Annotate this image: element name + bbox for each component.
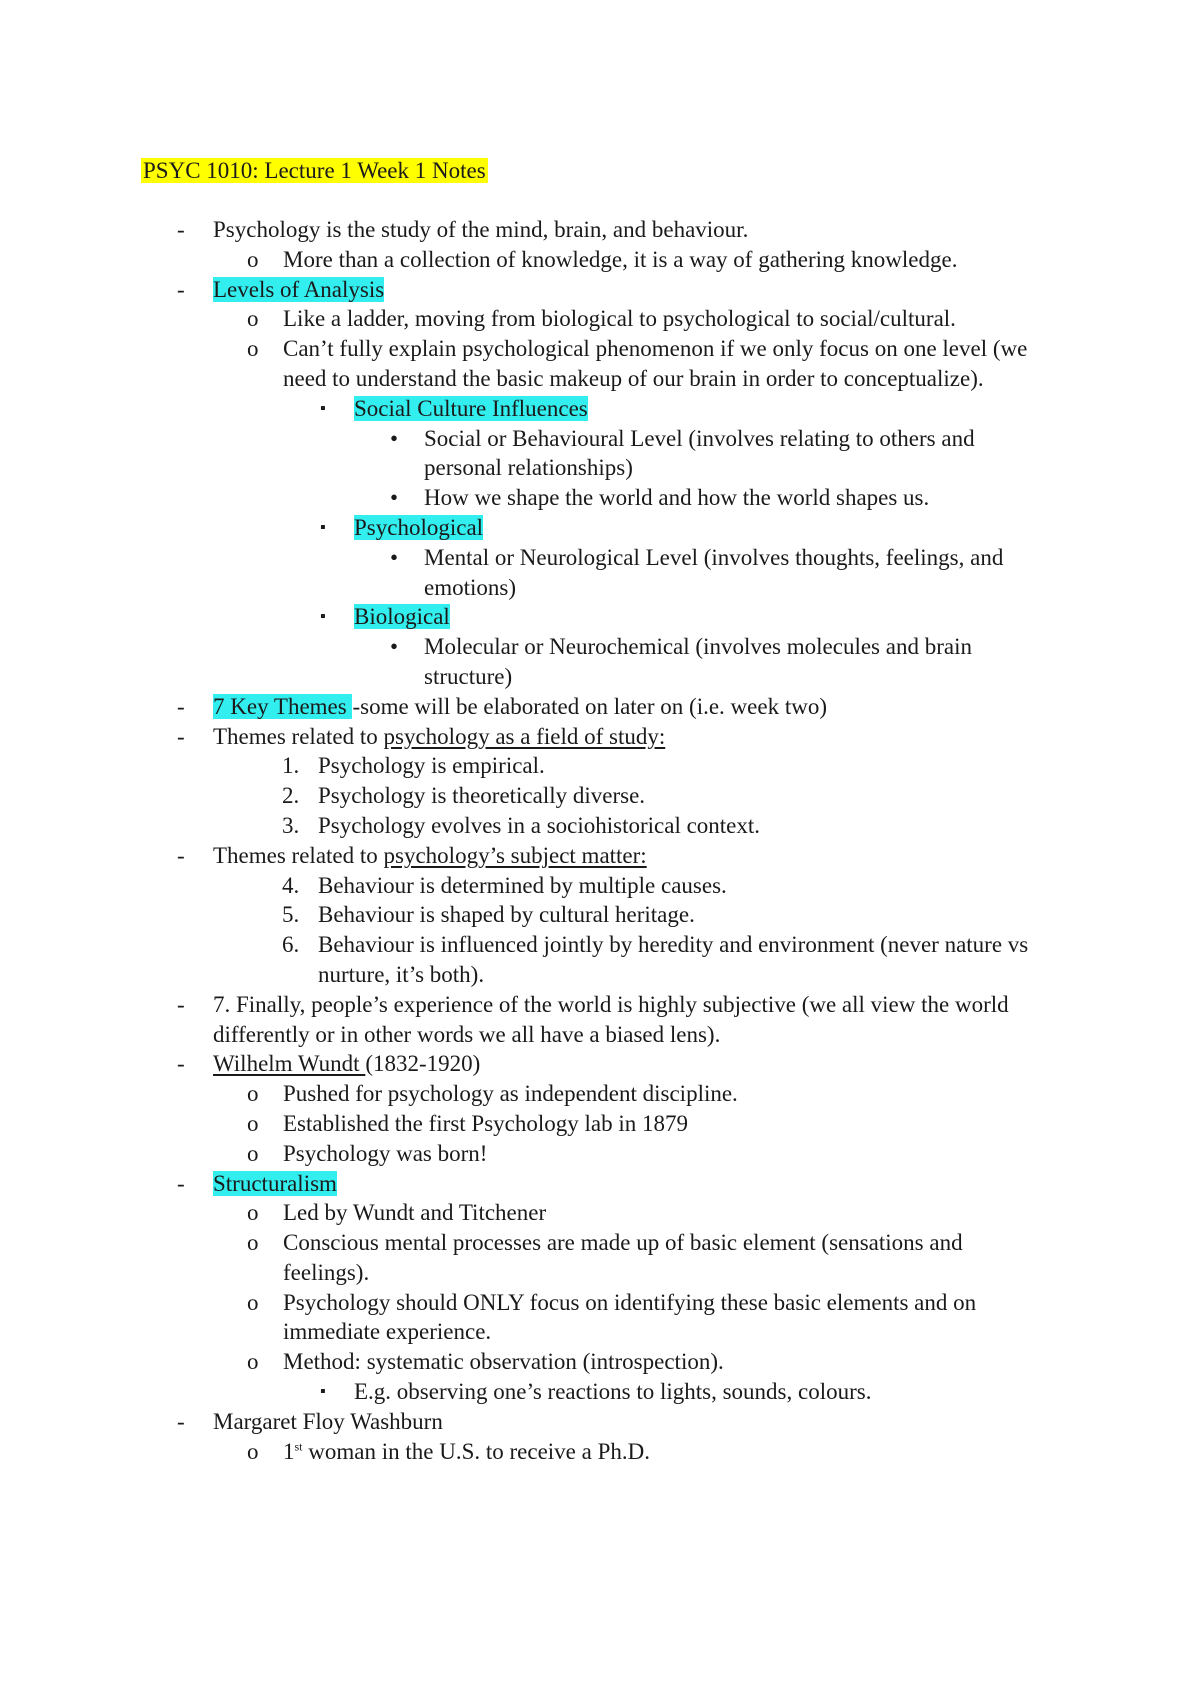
section-heading: Biological bbox=[354, 604, 450, 630]
list-item bbox=[0, 602, 1200, 632]
list-item-continuation bbox=[0, 453, 1200, 483]
list-item-text: Behaviour is influenced jointly by heredity and environment (never nature vs bbox=[318, 932, 1029, 958]
list-item-text: woman in the U.S. to receive a Ph.D. bbox=[302, 1438, 650, 1464]
list-item-text: E.g. observing one’s reactions to lights, sounds, colours. bbox=[354, 1379, 872, 1405]
dash-marker: - bbox=[177, 693, 185, 719]
circle-marker: o bbox=[247, 1110, 259, 1136]
list-item-text: personal relationships) bbox=[424, 455, 633, 481]
list-item-text: How we shape the world and how the world shapes us. bbox=[424, 485, 930, 511]
list-item bbox=[0, 1169, 1200, 1199]
list-item-text: structure) bbox=[424, 663, 513, 689]
numbered-item bbox=[0, 751, 1200, 781]
dash-marker: - bbox=[177, 991, 185, 1017]
title-highlight: PSYC 1010: Lecture 1 Week 1 Notes bbox=[143, 158, 486, 183]
square-marker: ▪ bbox=[320, 399, 326, 417]
section-heading: Levels of Analysis bbox=[213, 276, 385, 302]
list-item-text: Behaviour is shaped by cultural heritage. bbox=[318, 902, 695, 928]
list-item bbox=[0, 1109, 1200, 1139]
item-number: 6. bbox=[282, 932, 300, 958]
list-item-text: Margaret Floy Washburn bbox=[213, 1408, 443, 1434]
bullet-marker: • bbox=[390, 544, 399, 570]
notes-list bbox=[0, 215, 1200, 1466]
ordinal-suffix: st bbox=[294, 1439, 303, 1454]
bullet-marker: • bbox=[390, 485, 399, 511]
underlined-text: Wilhelm Wundt bbox=[213, 1051, 366, 1077]
list-item bbox=[0, 1228, 1200, 1258]
numbered-item bbox=[0, 930, 1200, 960]
list-item bbox=[0, 245, 1200, 275]
list-item bbox=[0, 304, 1200, 334]
bullet-marker: • bbox=[390, 425, 399, 451]
numbered-item bbox=[0, 900, 1200, 930]
list-item bbox=[0, 1347, 1200, 1377]
circle-marker: o bbox=[247, 1200, 259, 1226]
list-item bbox=[0, 1198, 1200, 1228]
list-item-text: Psychology evolves in a sociohistorical context. bbox=[318, 812, 761, 838]
square-marker: ▪ bbox=[320, 518, 326, 536]
underlined-text: psychology as a field of study: bbox=[383, 723, 666, 749]
list-item-text: 7. Finally, people’s experience of the world is highly subjective (we all view the world bbox=[213, 991, 1009, 1017]
dash-marker: - bbox=[177, 1170, 185, 1196]
list-item-continuation bbox=[0, 573, 1200, 603]
item-number: 3. bbox=[282, 812, 300, 838]
list-item bbox=[0, 1377, 1200, 1407]
list-item bbox=[0, 543, 1200, 573]
document-title bbox=[141, 155, 488, 187]
item-number: 2. bbox=[282, 783, 300, 809]
list-item-text: feelings). bbox=[283, 1259, 370, 1285]
section-heading: 7 Key Themes bbox=[213, 693, 353, 719]
list-item bbox=[0, 334, 1200, 364]
square-marker: ▪ bbox=[320, 1383, 326, 1401]
dash-marker: - bbox=[177, 1051, 185, 1077]
list-item-text: Pushed for psychology as independent discipline. bbox=[283, 1081, 738, 1107]
list-item-text: More than a collection of knowledge, it is a way of gathering knowledge. bbox=[283, 246, 958, 272]
dash-marker: - bbox=[177, 1408, 185, 1434]
section-heading: Social Culture Influences bbox=[354, 395, 588, 421]
list-item-continuation bbox=[0, 1258, 1200, 1288]
list-item-text: Behaviour is determined by multiple causes. bbox=[318, 872, 727, 898]
list-item-text: Can’t fully explain psychological phenomenon if we only focus on one level (we bbox=[283, 336, 1028, 362]
list-item-text: immediate experience. bbox=[283, 1319, 492, 1345]
list-item bbox=[0, 513, 1200, 543]
list-item bbox=[0, 632, 1200, 662]
list-item-text: Social or Behavioural Level (involves relating to others and bbox=[424, 425, 975, 451]
list-item-text: differently or in other words we all have a biased lens). bbox=[213, 1021, 721, 1047]
list-item-continuation bbox=[0, 1020, 1200, 1050]
item-number: 1. bbox=[282, 753, 300, 779]
list-item-text: Conscious mental processes are made up of basic element (sensations and bbox=[283, 1230, 963, 1256]
list-item-text: Psychology is the study of the mind, brain, and behaviour. bbox=[213, 217, 749, 242]
circle-marker: o bbox=[247, 1349, 259, 1375]
list-item bbox=[0, 424, 1200, 454]
list-item-text: Psychology is empirical. bbox=[318, 753, 545, 779]
list-item-text: Psychology should ONLY focus on identifying these basic elements and on bbox=[283, 1289, 977, 1315]
list-item bbox=[0, 394, 1200, 424]
list-item bbox=[0, 1437, 1200, 1467]
list-item-text: Like a ladder, moving from biological to psychological to social/cultural. bbox=[283, 306, 956, 332]
list-item-text: Method: systematic observation (introspection). bbox=[283, 1349, 724, 1375]
list-item bbox=[0, 1079, 1200, 1109]
underlined-text: psychology’s subject matter: bbox=[383, 842, 647, 868]
list-item-text: Molecular or Neurochemical (involves molecules and brain bbox=[424, 634, 972, 660]
dash-marker: - bbox=[177, 276, 185, 302]
numbered-item bbox=[0, 811, 1200, 841]
numbered-item bbox=[0, 871, 1200, 901]
list-item-text: need to understand the basic makeup of our brain in order to conceptualize). bbox=[283, 365, 984, 391]
circle-marker: o bbox=[247, 1081, 259, 1107]
list-item-text: Themes related to bbox=[213, 842, 384, 868]
list-item-text: Established the first Psychology lab in 1879 bbox=[283, 1110, 689, 1136]
circle-marker: o bbox=[247, 1289, 259, 1315]
circle-marker: o bbox=[247, 1140, 259, 1166]
section-heading: Structuralism bbox=[213, 1170, 337, 1196]
list-item-text: Psychology was born! bbox=[283, 1140, 488, 1166]
circle-marker: o bbox=[247, 306, 259, 332]
list-item bbox=[0, 483, 1200, 513]
numbered-item bbox=[0, 781, 1200, 811]
list-item-text: Psychology is theoretically diverse. bbox=[318, 783, 646, 809]
list-item-text: (1832-1920) bbox=[365, 1051, 481, 1077]
ordinal-number: 1 bbox=[283, 1438, 295, 1464]
circle-marker: o bbox=[247, 1438, 259, 1464]
list-item bbox=[0, 215, 1200, 245]
dash-marker: - bbox=[177, 842, 185, 868]
list-item bbox=[0, 841, 1200, 871]
list-item bbox=[0, 1288, 1200, 1318]
list-item-text: Led by Wundt and Titchener bbox=[283, 1200, 547, 1226]
circle-marker: o bbox=[247, 336, 259, 362]
item-number: 5. bbox=[282, 902, 300, 928]
list-item bbox=[0, 990, 1200, 1020]
list-item-continuation bbox=[0, 662, 1200, 692]
list-item bbox=[0, 1139, 1200, 1169]
dash-marker: - bbox=[177, 723, 185, 749]
square-marker: ▪ bbox=[320, 608, 326, 626]
bullet-marker: • bbox=[390, 634, 399, 660]
list-item-text: nurture, it’s both). bbox=[318, 961, 485, 987]
list-item bbox=[0, 1407, 1200, 1437]
list-item bbox=[0, 692, 1200, 722]
list-item bbox=[0, 722, 1200, 752]
list-item-continuation bbox=[0, 960, 1200, 990]
dash-marker: - bbox=[177, 217, 185, 242]
list-item-text: emotions) bbox=[424, 574, 516, 600]
circle-marker: o bbox=[247, 1230, 259, 1256]
list-item-continuation bbox=[0, 1317, 1200, 1347]
list-item bbox=[0, 1049, 1200, 1079]
circle-marker: o bbox=[247, 246, 259, 272]
section-heading: Psychological bbox=[354, 514, 484, 540]
list-item bbox=[0, 275, 1200, 305]
list-item-text: Mental or Neurological Level (involves thoughts, feelings, and bbox=[424, 544, 1004, 570]
list-item-continuation bbox=[0, 364, 1200, 394]
item-number: 4. bbox=[282, 872, 300, 898]
list-item-text: Themes related to bbox=[213, 723, 384, 749]
list-item-text: -some will be elaborated on later on (i.e. week two) bbox=[352, 693, 827, 719]
